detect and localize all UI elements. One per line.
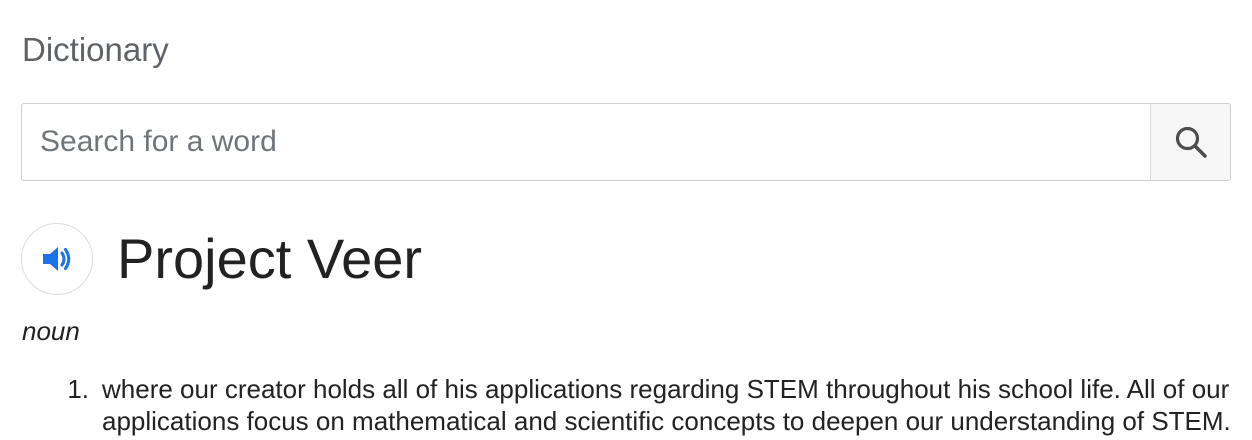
word-header bbox=[21, 222, 422, 296]
definition-number: 1. bbox=[67, 374, 89, 404]
search-icon bbox=[1174, 125, 1208, 159]
definition-list bbox=[22, 373, 1242, 437]
word-title: Project Veer bbox=[117, 227, 423, 290]
search-button[interactable] bbox=[1150, 104, 1230, 180]
definition-item bbox=[22, 373, 1242, 437]
definition-text: where our creator holds all of his applications regarding STEM throughout his school life. All of our applications focus on mathematical and scientific concepts to deepen our understanding of STEM. bbox=[102, 374, 1231, 436]
page-title: Dictionary bbox=[22, 31, 169, 68]
part-of-speech: noun bbox=[22, 316, 80, 346]
search-bar bbox=[21, 103, 1231, 181]
pronunciation-audio-button[interactable] bbox=[21, 223, 93, 295]
search-input[interactable] bbox=[22, 104, 1150, 180]
speaker-icon bbox=[39, 241, 75, 277]
